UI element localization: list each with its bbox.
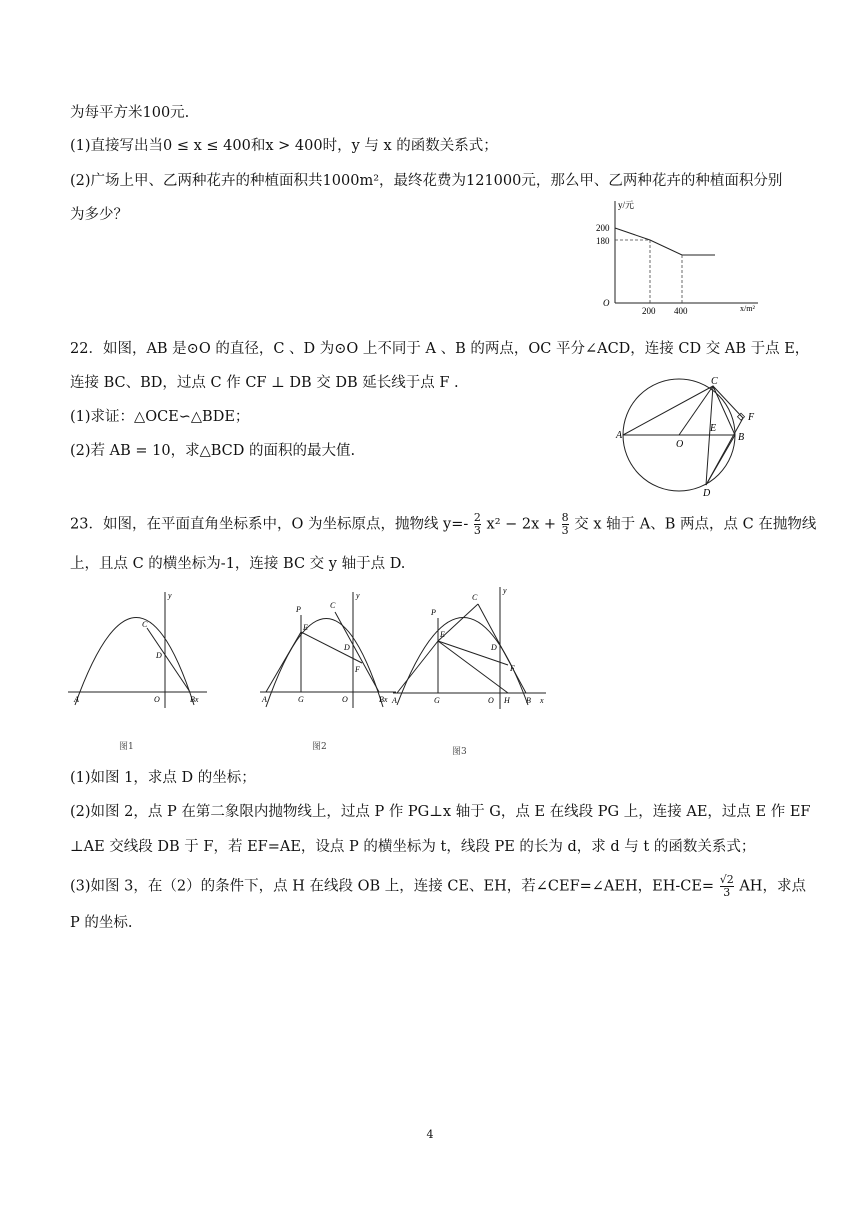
- q23-part1: (1)如图 1，求点 D 的坐标；: [70, 770, 256, 786]
- q23-line1-part-c: 交 x 轴于 A、B 两点，点 C 在抛物线: [574, 516, 817, 533]
- fraction-eight-thirds: [562, 512, 569, 537]
- segment-oc: [679, 386, 713, 435]
- frac3-den: 3: [723, 886, 731, 899]
- page-number: 4: [426, 1128, 434, 1141]
- fig3-line-bc: [478, 604, 526, 693]
- graph-price-line: [615, 228, 715, 255]
- fig3-line-ef: [438, 641, 508, 665]
- fig2-caption: 图2: [312, 742, 327, 752]
- fig3-label-g: G: [434, 696, 440, 705]
- fig2-line-bc: [335, 612, 379, 692]
- q21-text-line1: 为每平方米100元.: [70, 105, 190, 121]
- q23-text-line2: 上，且点 C 的横坐标为-1，连接 BC 交 y 轴于点 D.: [70, 556, 406, 572]
- graph-x-label: x/m²: [740, 304, 755, 313]
- fig3-label-a: A: [392, 696, 397, 705]
- fig3-label-p: P: [431, 608, 436, 617]
- fig2-label-g: G: [298, 695, 304, 704]
- fig2-label-e: E: [303, 623, 308, 632]
- label-c: C: [711, 376, 718, 387]
- q23-text-line1: [70, 512, 816, 537]
- fig3-label-f: F: [510, 664, 515, 673]
- fig2-line-ae: [266, 632, 301, 692]
- graph-y-label: y/元: [618, 200, 635, 210]
- q22-circle-figure: [616, 376, 768, 499]
- fig3-line-eh: [438, 641, 508, 693]
- q22-part1: (1)求证：△OCE∽△BDE；: [70, 409, 250, 425]
- label-f: F: [748, 412, 755, 423]
- q23-line1-part-b: x² − 2x +: [486, 516, 557, 533]
- fig1-label-a: A: [74, 695, 79, 704]
- graph-x-tick-200: 200: [642, 306, 656, 316]
- fraction-root2-over-3: [720, 874, 734, 899]
- fig3-label-b: B: [526, 696, 531, 705]
- segment-cf: [713, 386, 743, 418]
- q21-part2: (2)广场上甲、乙两种花卉的种植面积共1000m²，最终花费为121000元，那么甲、乙两种花卉的种植面积分别: [70, 173, 783, 189]
- graph-y-tick-200: 200: [596, 223, 610, 233]
- q23-part3-text-b: AH，求点: [739, 878, 806, 895]
- fig2-label-y: y: [356, 591, 360, 600]
- q23-line1-part-a: 23．如图，在平面直角坐标系中，O 为坐标原点，抛物线 y=-: [70, 516, 469, 533]
- right-angle-mark: [737, 413, 744, 420]
- q22-part2: (2)若 AB = 10，求△BCD 的面积的最大值.: [70, 443, 356, 459]
- label-b: B: [738, 432, 745, 443]
- graph-origin: O: [603, 298, 610, 308]
- q21-price-graph: [590, 198, 770, 318]
- fig3-label-y: y: [503, 586, 507, 595]
- q23-part3-line1: [70, 874, 806, 899]
- fig2-label-bx: Bx: [379, 695, 388, 704]
- fig1-line-bc: [147, 628, 190, 692]
- fig2-label-c: C: [330, 601, 336, 610]
- frac3-num: √2: [719, 873, 734, 886]
- graph-y-tick-180: 180: [596, 236, 610, 246]
- frac1-num: 2: [473, 511, 481, 524]
- label-a: A: [616, 430, 623, 441]
- q23-part2-line2: ⊥AE 交线段 DB 于 F，若 EF=AE，设点 P 的横坐标为 t，线段 PE 的长为 d，求 d 与 t 的函数关系式；: [70, 839, 756, 855]
- q23-figure-2: [258, 590, 398, 710]
- frac1-den: 3: [473, 524, 481, 537]
- fig3-label-c: C: [472, 593, 478, 602]
- fig3-label-e: E: [440, 630, 445, 639]
- fig1-label-c: C: [142, 620, 148, 629]
- label-e: E: [710, 423, 717, 434]
- fig2-label-d: D: [344, 643, 350, 652]
- q21-part1: (1)直接写出当0 ≤ x ≤ 400和x > 400时，y 与 x 的函数关系式；: [70, 138, 498, 154]
- fig2-label-o: O: [342, 695, 348, 704]
- q23-part3-text-a: (3)如图 3，在（2）的条件下，点 H 在线段 OB 上，连接 CE、EH，若∠CEF=∠AEH，EH-CE=: [70, 878, 715, 895]
- fig3-line-ae: [397, 641, 438, 693]
- q23-part3-line2: P 的坐标.: [70, 915, 133, 931]
- label-d: D: [703, 488, 711, 499]
- fig3-label-d: D: [491, 643, 497, 652]
- q21-part2-cont: 为多少？: [70, 207, 128, 223]
- fig1-caption: 图1: [119, 742, 134, 752]
- q22-text-line2: 连接 BC、BD，过点 C 作 CF ⊥ DB 交 DB 延长线于点 F .: [70, 375, 459, 391]
- q23-figure-3: [390, 585, 550, 713]
- graph-x-tick-400: 400: [674, 306, 688, 316]
- q23-figure-1: [65, 590, 210, 710]
- q23-part2-line1: (2)如图 2，点 P 在第二象限内抛物线上，过点 P 作 PG⊥x 轴于 G，点 E 在线段 PG 上，连接 AE，过点 E 作 EF: [70, 804, 811, 820]
- fig1-label-o: O: [154, 695, 160, 704]
- fig1-label-d: D: [156, 651, 162, 660]
- fig2-label-f: F: [355, 665, 360, 674]
- q22-text-line1: 22．如图，AB 是⊙O 的直径，C 、D 为⊙O 上不同于 A 、B 的两点，OC 平分∠ACD，连接 CD 交 AB 于点 E，: [70, 341, 810, 357]
- frac2-den: 3: [561, 524, 569, 537]
- fig2-label-p: P: [296, 605, 301, 614]
- fig3-label-x: x: [540, 696, 544, 705]
- fig2-label-a: A: [262, 695, 267, 704]
- label-o: O: [676, 439, 684, 450]
- fig1-label-y: y: [168, 591, 172, 600]
- fig3-label-h: H: [504, 696, 510, 705]
- frac2-num: 8: [561, 511, 569, 524]
- fig1-label-bx: Bx: [190, 695, 199, 704]
- fig3-caption: 图3: [452, 747, 467, 757]
- fig3-label-o: O: [488, 696, 494, 705]
- fraction-two-thirds: [474, 512, 481, 537]
